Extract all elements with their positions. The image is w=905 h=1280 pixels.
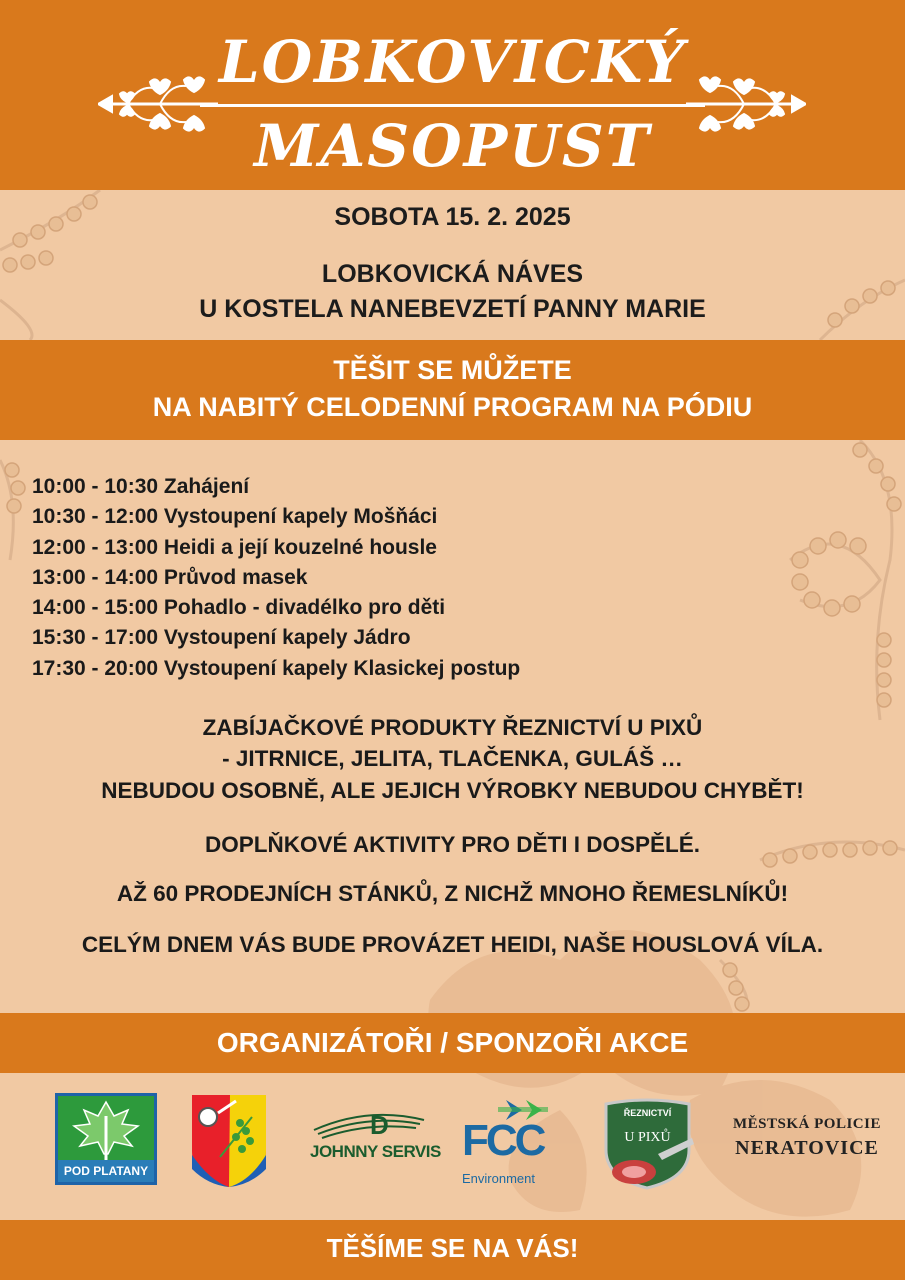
event-place-line1: LOBKOVICKÁ NÁVES — [321, 260, 584, 288]
johnny-servis-logo — [308, 1106, 441, 1166]
title-line2: MASOPUST — [254, 112, 651, 180]
title-line1: LOBKOVICKÝ — [218, 28, 687, 96]
schedule-item: 10:30 - 12:00 Vystoupení kapely Mošňáci — [32, 505, 438, 529]
footer-banner — [0, 1220, 905, 1280]
stalls-text: AŽ 60 PRODEJNÍCH STÁNKŮ, Z NICHŽ MNOHO ŘEMESLNÍKŮ! — [116, 881, 789, 906]
schedule-item: 10:00 - 10:30 Zahájení — [32, 475, 250, 498]
pod-platany-text: POD PLATANY — [58, 1160, 154, 1182]
tree-leaf-icon — [58, 1096, 154, 1162]
police-line2: NERATOVICE — [735, 1137, 879, 1159]
municipal-crest-icon — [190, 1093, 268, 1188]
event-place-line2: U KOSTELA NANEBEVZETÍ PANNY MARIE — [199, 295, 706, 323]
activities-text: DOPLŇKOVÉ AKTIVITY PRO DĚTI I DOSPĚLÉ. — [204, 832, 701, 857]
johnny-servis-emblem-icon — [308, 1106, 432, 1142]
schedule-item: 14:00 - 15:00 Pohadlo - divadélko pro děti — [32, 596, 446, 620]
fcc-logo — [462, 1098, 572, 1186]
butcher-line2: - JITRNICE, JELITA, TLAČENKA, GULÁŠ … — [222, 746, 683, 771]
johnny-servis-text: JOHNNY SERVIS — [310, 1142, 441, 1161]
reznictvi-u-pixu-logo — [600, 1098, 695, 1193]
svg-text:D: D — [370, 1110, 389, 1140]
organizers-heading: ORGANIZÁTOŘI / SPONZOŘI AKCE — [216, 1027, 689, 1058]
schedule-item: 13:00 - 14:00 Průvod masek — [32, 565, 308, 589]
butcher-line1: ZABÍJAČKOVÉ PRODUKTY ŘEZNICTVÍ U PIXŮ — [202, 715, 703, 740]
mestska-policie-logo — [722, 1116, 892, 1160]
schedule-item: 17:30 - 20:00 Vystoupení kapely Klasickej postup — [32, 656, 521, 680]
program-banner-line1: TĚŠIT SE MŮŽETE — [333, 355, 572, 385]
schedule-item: 15:30 - 17:00 Vystoupení kapely Jádro — [32, 626, 411, 650]
fcc-environment-text: Environment — [462, 1171, 535, 1186]
butcher-line3: NEBUDOU OSOBNĚ, ALE JEJICH VÝROBKY NEBUDOU CHYBĚT! — [101, 778, 804, 803]
pixu-name-text: U PIXŮ — [624, 1130, 671, 1145]
pod-platany-logo — [55, 1093, 157, 1185]
organizers-banner — [0, 1013, 905, 1073]
program-banner — [0, 340, 905, 440]
fcc-text: FCC — [462, 1116, 544, 1165]
police-line1: MĚSTSKÁ POLICIE — [733, 1116, 881, 1132]
pixu-top-text: ŘEZNICTVÍ — [623, 1108, 672, 1118]
header-band — [0, 0, 905, 190]
schedule-list — [32, 472, 520, 684]
ornament-line — [200, 104, 705, 107]
sponsor-logos — [0, 1088, 905, 1198]
heidi-text: CELÝM DNEM VÁS BUDE PROVÁZET HEIDI, NAŠE HOUSLOVÁ VÍLA. — [81, 932, 824, 957]
schedule-item: 12:00 - 13:00 Heidi a její kouzelné housle — [32, 535, 437, 559]
event-date: SOBOTA 15. 2. 2025 — [334, 203, 571, 231]
program-banner-line2: NA NABITÝ CELODENNÍ PROGRAM NA PÓDIU — [152, 392, 753, 422]
footer-text: TĚŠÍME SE NA VÁS! — [326, 1233, 579, 1263]
